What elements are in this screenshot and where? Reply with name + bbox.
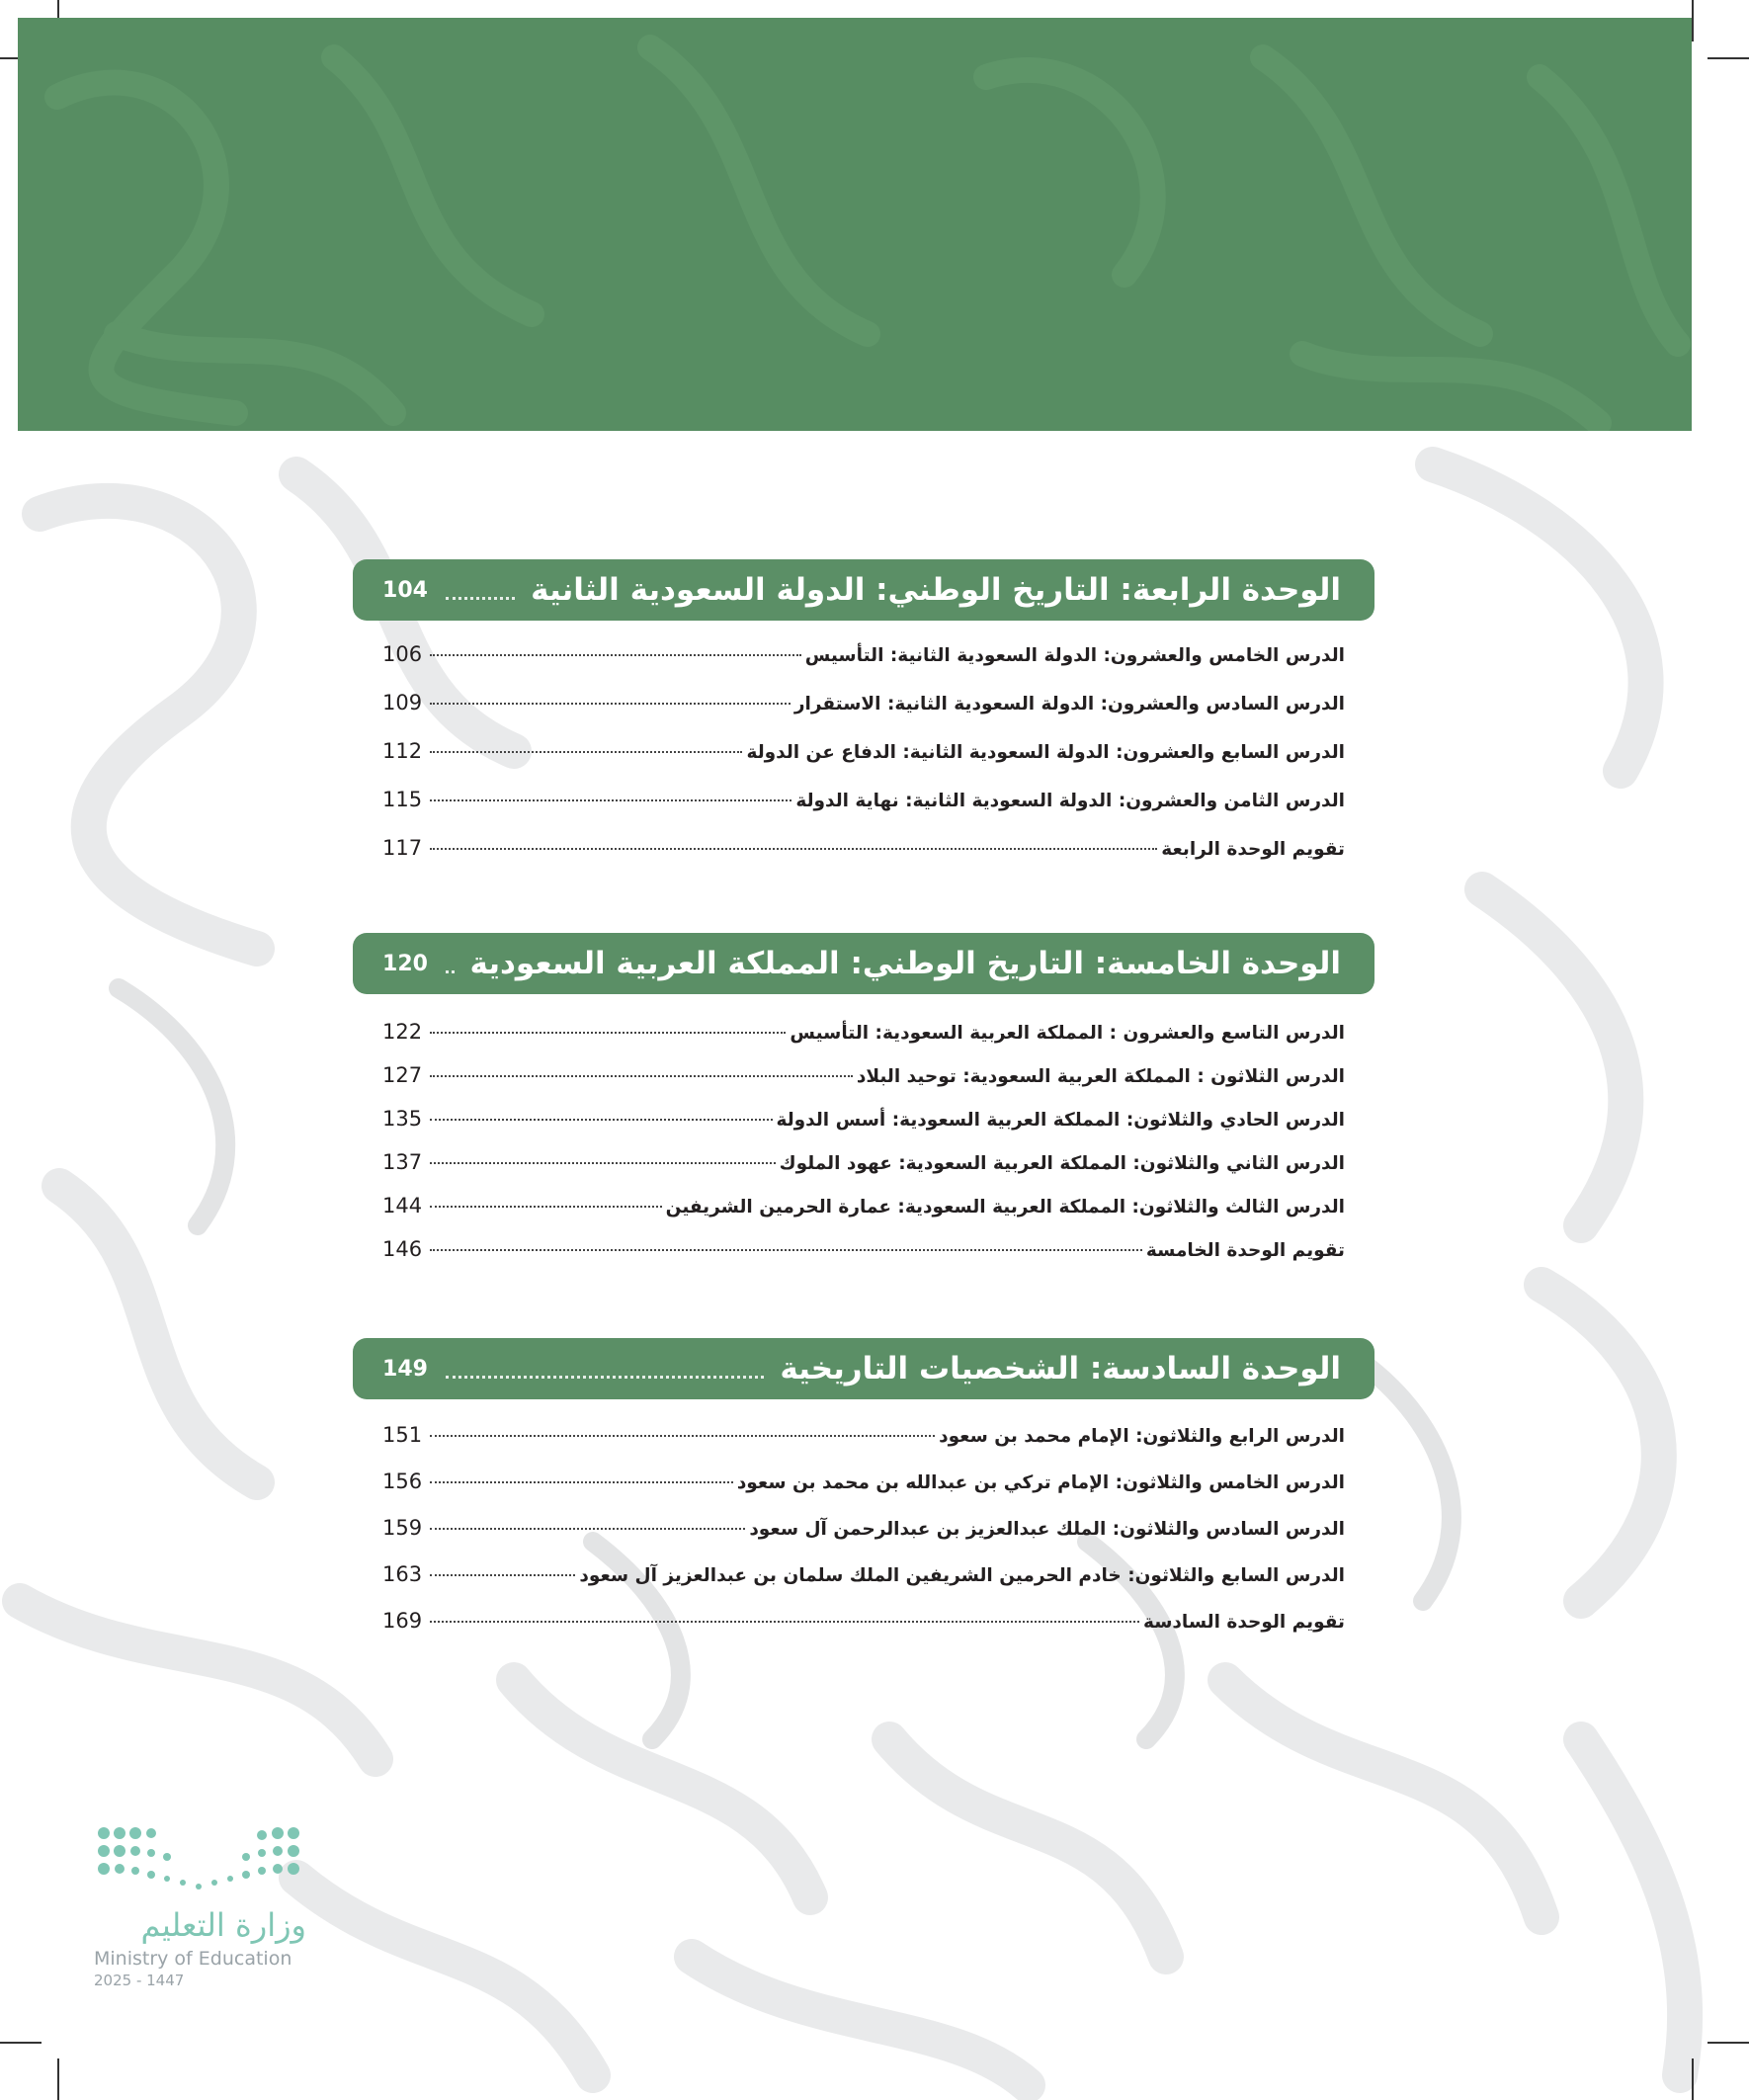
toc-entry[interactable] — [353, 1194, 1374, 1237]
unit-title: الوحدة الخامسة: التاريخ الوطني: المملكة العربية السعودية — [469, 946, 1341, 981]
unit-page-number: 120 — [382, 951, 428, 976]
crop-mark — [57, 2058, 59, 2100]
entry-title: الدرس السادس والثلاثون: الملك عبدالعزيز بن عبدالرحمن آل سعود — [749, 1519, 1345, 1540]
toc-entry[interactable] — [353, 1562, 1374, 1609]
dot-leader — [430, 1206, 662, 1208]
dot-leader — [430, 1621, 1139, 1623]
entry-title: الدرس الخامس والثلاثون: الإمام تركي بن عبدالله بن محمد بن سعود — [736, 1472, 1345, 1493]
entry-title: الدرس الحادي والثلاثون: المملكة العربية السعودية: أسس الدولة — [776, 1110, 1345, 1131]
entry-page-number: 117 — [382, 836, 423, 860]
logo-english-name: Ministry of Education — [94, 1948, 292, 1970]
entry-page-number: 135 — [382, 1107, 423, 1131]
toc-entry[interactable] — [353, 1423, 1374, 1470]
entry-title: الدرس الثامن والعشرون: الدولة السعودية الثانية: نهاية الدولة — [795, 791, 1345, 811]
entry-page-number: 169 — [382, 1609, 423, 1633]
toc-entry[interactable] — [353, 739, 1374, 788]
logo-arabic-name: وزارة التعليم — [140, 1906, 306, 1944]
unit-title: الوحدة الرابعة: التاريخ الوطني: الدولة السعودية الثانية — [531, 572, 1341, 608]
dot-leader — [430, 1481, 733, 1483]
entry-title: تقويم الوحدة الرابعة — [1161, 839, 1345, 860]
entry-title: الدرس الثلاثون : المملكة العربية السعودية: توحيد البلاد — [856, 1066, 1345, 1087]
entry-page-number: 156 — [382, 1470, 423, 1493]
unit-page-number: 104 — [382, 577, 428, 603]
dot-leader — [430, 1528, 745, 1530]
entry-page-number: 144 — [382, 1194, 423, 1218]
toc-entry[interactable] — [353, 642, 1374, 691]
dot-leader — [430, 654, 801, 656]
toc-entry[interactable] — [353, 691, 1374, 739]
logo-dots-icon — [94, 1823, 311, 1902]
entry-page-number: 151 — [382, 1423, 423, 1447]
toc-entry[interactable] — [353, 1609, 1374, 1655]
dot-leader — [430, 751, 742, 753]
toc-entry[interactable] — [353, 1107, 1374, 1150]
dot-leader — [430, 1119, 773, 1121]
entry-title: الدرس الرابع والثلاثون: الإمام محمد بن سعود — [939, 1426, 1345, 1447]
unit-header-bar[interactable] — [353, 1338, 1374, 1399]
dot-leader — [430, 848, 1157, 850]
entry-title: تقويم الوحدة السادسة — [1143, 1612, 1345, 1633]
toc-entry[interactable] — [353, 788, 1374, 836]
entry-title: الدرس الثالث والثلاثون: المملكة العربية السعودية: عمارة الحرمين الشريفين — [665, 1197, 1345, 1218]
entry-page-number: 159 — [382, 1516, 423, 1540]
dot-leader — [446, 970, 455, 973]
entry-page-number: 115 — [382, 788, 423, 811]
crop-mark — [1707, 57, 1749, 59]
entry-title: الدرس الثاني والثلاثون: المملكة العربية السعودية: عهود الملوك — [779, 1153, 1345, 1174]
crop-mark — [0, 2042, 42, 2044]
dot-leader — [430, 1075, 853, 1077]
entry-page-number: 137 — [382, 1150, 423, 1174]
unit-section — [353, 559, 1374, 884]
entry-title: الدرس السادس والعشرون: الدولة السعودية الثانية: الاستقرار — [793, 694, 1345, 714]
dot-leader — [430, 1435, 935, 1437]
dot-leader — [430, 1249, 1142, 1251]
toc-entry[interactable] — [353, 1020, 1374, 1063]
entry-page-number: 122 — [382, 1020, 423, 1044]
dot-leader — [430, 1574, 575, 1576]
entry-page-number: 163 — [382, 1562, 423, 1586]
dot-leader — [430, 799, 791, 801]
toc-entry[interactable] — [353, 1063, 1374, 1107]
entry-page-number: 112 — [382, 739, 423, 763]
crop-mark — [1692, 2058, 1694, 2100]
entry-page-number: 146 — [382, 1237, 423, 1261]
entry-title: الدرس التاسع والعشرون : المملكة العربية السعودية: التأسيس — [790, 1023, 1345, 1044]
toc-entry[interactable] — [353, 1237, 1374, 1281]
unit-section — [353, 1338, 1374, 1655]
ministry-logo — [94, 1823, 331, 1989]
entry-title: تقويم الوحدة الخامسة — [1145, 1240, 1345, 1261]
entry-title: الدرس الخامس والعشرون: الدولة السعودية الثانية: التأسيس — [804, 645, 1345, 666]
dot-leader — [430, 1032, 786, 1034]
dot-leader — [446, 1376, 764, 1379]
dot-leader — [430, 1162, 776, 1164]
crop-mark — [1707, 2042, 1749, 2044]
crop-mark — [1692, 0, 1694, 42]
entry-page-number: 127 — [382, 1063, 423, 1087]
toc-entry[interactable] — [353, 1470, 1374, 1516]
toc-entry[interactable] — [353, 1516, 1374, 1562]
toc-entry[interactable] — [353, 836, 1374, 884]
entry-page-number: 109 — [382, 691, 423, 714]
unit-page-number: 149 — [382, 1356, 428, 1382]
entry-title: الدرس السابع والعشرون: الدولة السعودية الثانية: الدفاع عن الدولة — [746, 742, 1345, 763]
unit-section — [353, 933, 1374, 1281]
unit-header-bar[interactable] — [353, 933, 1374, 994]
header-pattern — [18, 18, 1692, 431]
unit-header-bar[interactable] — [353, 559, 1374, 621]
entry-title: الدرس السابع والثلاثون: خادم الحرمين الشريفين الملك سلمان بن عبدالعزيز آل سعود — [579, 1565, 1345, 1586]
dot-leader — [446, 597, 515, 600]
dot-leader — [430, 703, 791, 705]
logo-year: 2025 - 1447 — [94, 1972, 185, 1989]
entry-page-number: 106 — [382, 642, 423, 666]
header-band — [18, 18, 1692, 431]
toc-entry[interactable] — [353, 1150, 1374, 1194]
unit-title: الوحدة السادسة: الشخصيات التاريخية — [780, 1351, 1341, 1386]
